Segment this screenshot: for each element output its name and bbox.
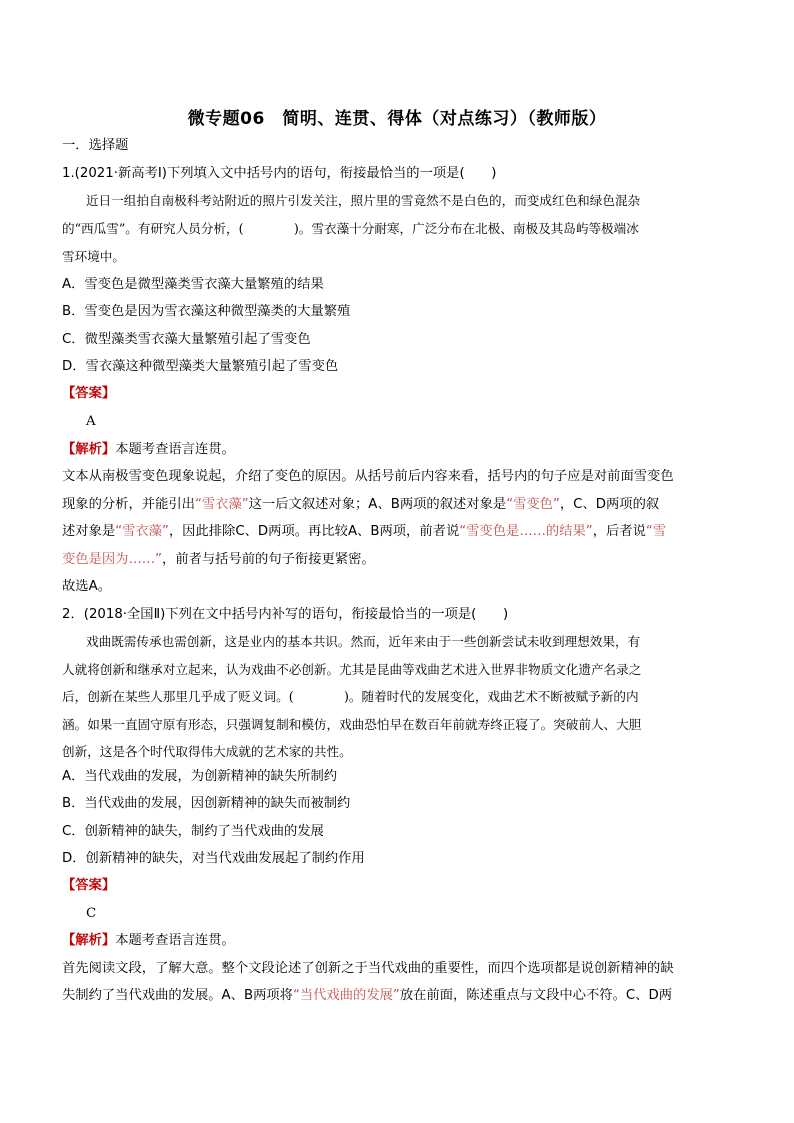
q2-option-d: D．创新精神的缺失，对当代戏曲发展起了制约作用 [62,851,365,866]
q2-passage-line: 人就将创新和继承对立起来，认为戏曲不必创新。尤其是昆曲等戏曲艺术进入世界非物质文化遗产名录之 [62,662,642,677]
highlight-quote: “当代戏曲的发展” [292,988,400,1003]
highlight-quote: “雪衣藻” [115,524,169,539]
q2-analysis-label: 【解析】 [62,933,116,948]
q1-passage-line: 的“西瓜雪”。有研究人员分析，( )。雪衣藻十分耐寒，广泛分布在北极、南极及其岛屿等极端冰 [62,221,639,236]
q2-analysis-line [62,987,672,1005]
q1-option-c: C．微型藻类雪衣藻大量繁殖引起了雪变色 [62,332,311,347]
q1-passage-line: 近日一组拍自南极科考站附近的照片引发关注，照片里的雪竟然不是白色的，而变成红色和绿色混杂 [86,193,641,208]
analysis-text: 现象的分析，并能引出 [62,497,195,512]
q2-passage-line: 后，创新在某些人那里几乎成了贬义词。( )。随着时代的发展变化，戏曲艺术不断被赋予新的内 [62,689,639,704]
q2-passage-line: 戏曲既需传承也需创新，这是业内的基本共识。然而，近年来由于一些创新尝试未收到理想效果，有 [86,634,641,649]
analysis-text: 这一后文叙述对象；A、B两项的叙述对象是 [248,497,507,512]
highlight-quote: 变色是因为……” [62,552,162,567]
q1-analysis-label: 【解析】 [62,442,116,457]
section-heading: 一．选择题 [62,138,129,153]
q2-option-a: A．当代戏曲的发展，为创新精神的缺失所制约 [62,769,338,784]
highlight-quote: “雪变色” [506,497,560,512]
highlight-quote: “雪衣藻” [194,497,249,512]
highlight-quote: “雪变色是……的结果” [459,524,593,539]
analysis-text: 述对象是 [62,524,116,539]
q2-analysis-header [62,932,235,950]
q1-analysis-line [62,551,375,569]
analysis-text: 放在前面，陈述重点与文段中心不符。C、D两 [399,988,672,1003]
q2-stem: 2．(2018·全国Ⅱ)下列在文中括号内补写的语句，衔接最恰当的一项是( ) [62,607,509,622]
q1-passage-line: 雪环境中。 [62,249,125,264]
analysis-text: ，C、D两项的叙 [559,497,660,512]
q1-option-a: A．雪变色是微型藻类雪衣藻大量繁殖的结果 [62,277,324,292]
analysis-text: 失制约了当代戏曲的发展。A、B两项将 [62,988,293,1003]
q1-conclusion: 故选A。 [62,579,111,594]
q2-answer-value: C [86,906,97,921]
analysis-text: ，前者与括号前的句子衔接更紧密。 [161,552,375,567]
q1-option-d: D．雪衣藻这种微型藻类大量繁殖引起了雪变色 [62,359,339,374]
q2-option-c: C．创新精神的缺失，制约了当代戏曲的发展 [62,824,324,839]
q1-answer-value: A [86,414,96,429]
highlight-quote: “雪 [645,524,667,539]
q1-option-b: B．雪变色是因为雪衣藻这种微型藻类的大量繁殖 [62,304,351,319]
q1-stem: 1.(2021·新高考Ⅰ)下列填入文中括号内的语句，衔接最恰当的一项是( ) [62,166,497,181]
q2-analysis-title: 本题考查语言连贯。 [115,933,235,948]
q1-analysis-title: 本题考查语言连贯。 [115,442,235,457]
q1-answer-label: 【答案】 [62,386,116,401]
q1-analysis-header [62,441,235,459]
q1-analysis-line [62,523,666,541]
q2-option-b: B．当代戏曲的发展，因创新精神的缺失而被制约 [62,796,351,811]
q2-passage-line: 创新，这是各个时代取得伟大成就的艺术家的共性。 [62,744,352,759]
analysis-text: ，因此排除C、D两项。再比较A、B两项，前者说 [168,524,460,539]
q2-answer-label: 【答案】 [62,878,116,893]
q1-analysis-line [62,496,659,514]
q2-analysis-line: 首先阅读文段，了解大意。整个文段论述了创新之于当代戏曲的重要性，而四个选项都是说创新精神的缺 [62,961,674,976]
q2-passage-line: 涵。如果一直固守原有形态，只强调复制和模仿，戏曲恐怕早在数百年前就寿终正寝了。突破前人、大胆 [62,717,642,732]
q1-analysis-line: 文本从南极雪变色现象说起，介绍了变色的原因。从括号前后内容来看，括号内的句子应是对前面雪变色 [62,469,674,484]
page-title: 微专题06 简明、连贯、得体（对点练习）（教师版） [187,109,607,129]
analysis-text: ，后者说 [592,524,646,539]
